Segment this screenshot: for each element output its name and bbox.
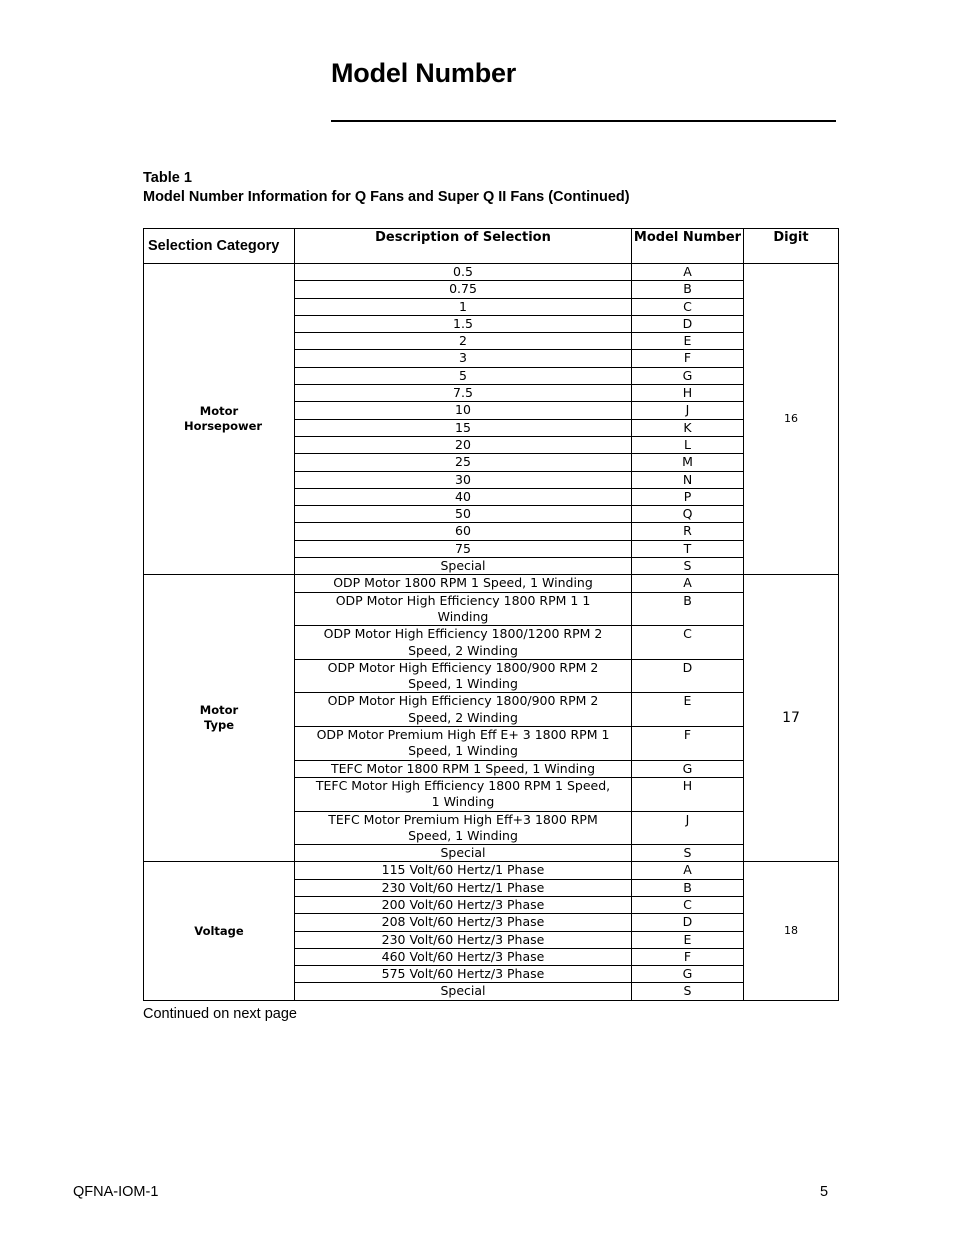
description-cell: 460 Volt/60 Hertz/3 Phase	[295, 948, 632, 965]
model-code-cell: Q	[632, 506, 744, 523]
header-digit: Digit	[744, 229, 839, 264]
model-code-cell: T	[632, 540, 744, 557]
table-caption-block	[143, 169, 630, 207]
model-code-cell: S	[632, 845, 744, 862]
description-cell: ODP Motor High Efficiency 1800/900 RPM 2 Speed, 1 Winding	[295, 659, 632, 693]
model-code-cell: A	[632, 862, 744, 879]
description-cell: 50	[295, 506, 632, 523]
table-caption: Model Number Information for Q Fans and Super Q II Fans (Continued)	[143, 189, 630, 205]
model-code-cell: N	[632, 471, 744, 488]
description-cell: ODP Motor 1800 RPM 1 Speed, 1 Winding	[295, 575, 632, 592]
selection-category-cell	[144, 264, 295, 575]
selection-category-label: Motor Horsepower	[184, 404, 263, 434]
model-code-cell: H	[632, 777, 744, 811]
model-number-table	[143, 228, 839, 1001]
model-code-cell: B	[632, 281, 744, 298]
model-code-cell: G	[632, 367, 744, 384]
model-code-cell: G	[632, 966, 744, 983]
model-code-cell: S	[632, 983, 744, 1000]
description-cell: 1.5	[295, 315, 632, 332]
description-cell: ODP Motor High Efficiency 1800/900 RPM 2 Speed, 2 Winding	[295, 693, 632, 727]
description-cell: Special	[295, 845, 632, 862]
header-model-number: Model Number	[632, 229, 744, 264]
model-code-cell: E	[632, 693, 744, 727]
description-cell: 40	[295, 488, 632, 505]
model-code-cell: K	[632, 419, 744, 436]
model-code-cell: E	[632, 931, 744, 948]
description-cell: 1	[295, 298, 632, 315]
description-cell: 5	[295, 367, 632, 384]
description-cell: 30	[295, 471, 632, 488]
model-code-cell: F	[632, 727, 744, 761]
selection-category-label: Voltage	[194, 923, 244, 938]
footer-page-number: 5	[820, 1184, 829, 1200]
model-code-cell: P	[632, 488, 744, 505]
table-label: Table 1	[143, 170, 192, 186]
continued-note: Continued on next page	[143, 1006, 297, 1022]
description-cell: 230 Volt/60 Hertz/1 Phase	[295, 879, 632, 896]
table-row	[144, 862, 839, 879]
model-code-cell: D	[632, 914, 744, 931]
model-code-cell: H	[632, 385, 744, 402]
model-code-cell: J	[632, 402, 744, 419]
table-row	[144, 575, 839, 592]
model-code-cell: C	[632, 896, 744, 913]
description-cell: 230 Volt/60 Hertz/3 Phase	[295, 931, 632, 948]
header-selection-category: Selection Category	[144, 229, 295, 264]
digit-cell: 16	[744, 264, 839, 575]
description-cell: 200 Volt/60 Hertz/3 Phase	[295, 896, 632, 913]
model-code-cell: L	[632, 436, 744, 453]
description-cell: 60	[295, 523, 632, 540]
model-code-cell: F	[632, 350, 744, 367]
digit-cell: 18	[744, 862, 839, 1000]
model-code-cell: C	[632, 298, 744, 315]
description-cell: Special	[295, 983, 632, 1000]
model-code-cell: R	[632, 523, 744, 540]
model-code-cell: A	[632, 575, 744, 592]
description-cell: ODP Motor High Efficiency 1800 RPM 1 1 Winding	[295, 592, 632, 626]
description-cell: 208 Volt/60 Hertz/3 Phase	[295, 914, 632, 931]
model-code-cell: A	[632, 264, 744, 281]
description-cell: 25	[295, 454, 632, 471]
table-row	[144, 264, 839, 281]
description-cell: 575 Volt/60 Hertz/3 Phase	[295, 966, 632, 983]
model-code-cell: C	[632, 626, 744, 660]
model-code-cell: J	[632, 811, 744, 845]
description-cell: 0.5	[295, 264, 632, 281]
description-cell: 75	[295, 540, 632, 557]
model-code-cell: G	[632, 760, 744, 777]
page-title: Model Number	[331, 58, 517, 88]
model-code-cell: B	[632, 592, 744, 626]
description-cell: TEFC Motor High Efficiency 1800 RPM 1 Speed, 1 Winding	[295, 777, 632, 811]
model-code-cell: F	[632, 948, 744, 965]
description-cell: 10	[295, 402, 632, 419]
header-description: Description of Selection	[295, 229, 632, 264]
model-code-cell: M	[632, 454, 744, 471]
model-code-cell: D	[632, 659, 744, 693]
model-code-cell: S	[632, 558, 744, 575]
description-cell: 0.75	[295, 281, 632, 298]
description-cell: ODP Motor Premium High Eff E+ 3 1800 RPM 1 Speed, 1 Winding	[295, 727, 632, 761]
description-cell: 15	[295, 419, 632, 436]
description-cell: TEFC Motor Premium High Eff+3 1800 RPM Speed, 1 Winding	[295, 811, 632, 845]
description-cell: 2	[295, 333, 632, 350]
selection-category-cell	[144, 862, 295, 1000]
description-cell: TEFC Motor 1800 RPM 1 Speed, 1 Winding	[295, 760, 632, 777]
footer-doc-id: QFNA-IOM-1	[73, 1184, 159, 1200]
digit-cell: 17	[744, 575, 839, 862]
model-code-cell: B	[632, 879, 744, 896]
title-rule	[331, 120, 836, 122]
description-cell: 115 Volt/60 Hertz/1 Phase	[295, 862, 632, 879]
table-body	[144, 264, 839, 1001]
selection-category-cell	[144, 575, 295, 862]
description-cell: Special	[295, 558, 632, 575]
selection-category-label: Motor Type	[199, 703, 239, 733]
model-code-cell: D	[632, 315, 744, 332]
model-code-cell: E	[632, 333, 744, 350]
description-cell: 3	[295, 350, 632, 367]
description-cell: 7.5	[295, 385, 632, 402]
description-cell: ODP Motor High Efficiency 1800/1200 RPM 2 Speed, 2 Winding	[295, 626, 632, 660]
description-cell: 20	[295, 436, 632, 453]
